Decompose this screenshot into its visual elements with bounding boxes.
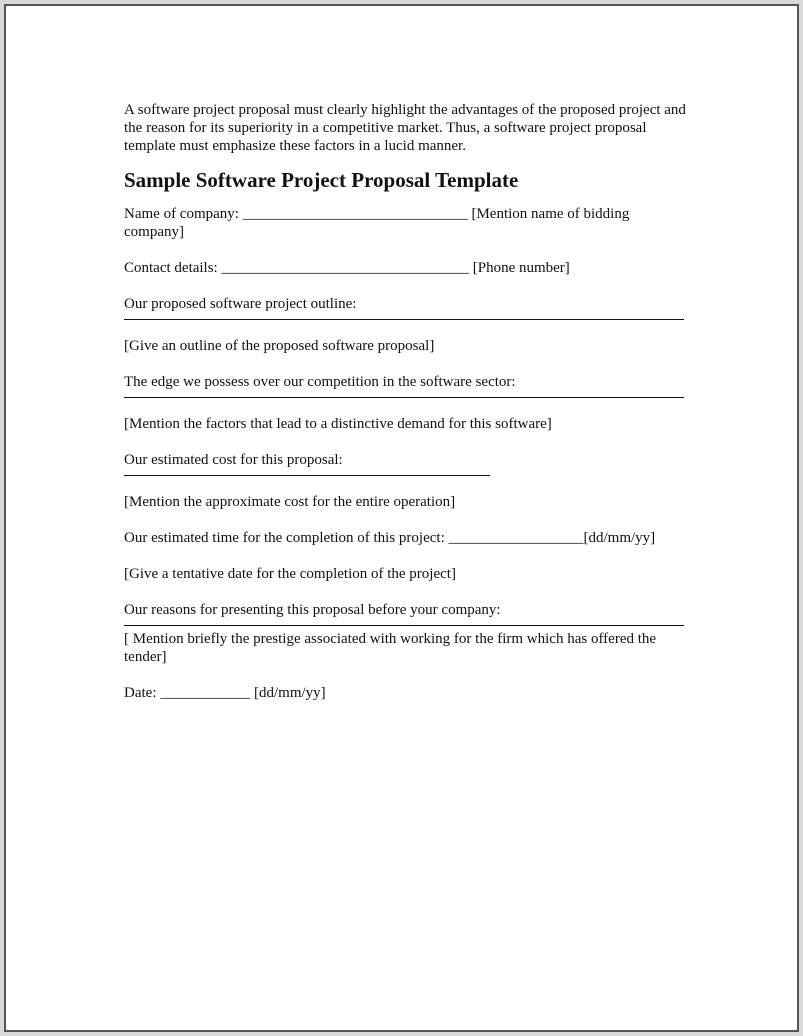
- date-field: Date: ____________ [dd/mm/yy]: [124, 685, 326, 701]
- reasons-label: Our reasons for presenting this proposal before your company:: [124, 602, 501, 618]
- document-page: [4, 4, 799, 1032]
- cost-blank-line: [124, 475, 490, 476]
- edge-hint: [Mention the factors that lead to a distinctive demand for this software]: [124, 416, 552, 432]
- edge-label: The edge we possess over our competition in the software sector:: [124, 374, 516, 390]
- outline-hint: [Give an outline of the proposed software proposal]: [124, 338, 435, 354]
- completion-time-hint: [Give a tentative date for the completion of the project]: [124, 566, 456, 582]
- reasons-hint: [ Mention briefly the prestige associated with working for the firm which has offered the tender]: [124, 631, 660, 665]
- outline-blank-line: [124, 319, 684, 320]
- cost-label: Our estimated cost for this proposal:: [124, 452, 343, 468]
- contact-details-field: Contact details: _________________________________ [Phone number]: [124, 260, 570, 276]
- intro-paragraph: A software project proposal must clearly highlight the advantages of the proposed project and the reason for its superiority in a competitive market. Thus, a software project proposal template must emphasize these factors in a lucid manner.: [124, 102, 686, 154]
- document-body: [124, 101, 689, 720]
- document-title: Sample Software Project Proposal Template: [124, 168, 519, 192]
- outline-label: Our proposed software project outline:: [124, 296, 357, 312]
- company-name-field: Name of company: ______________________________ [Mention name of bidding company]: [124, 206, 634, 240]
- completion-time-field: Our estimated time for the completion of this project: __________________[dd/mm/yy]: [124, 530, 656, 546]
- edge-blank-line: [124, 397, 684, 398]
- cost-hint: [Mention the approximate cost for the entire operation]: [124, 494, 456, 510]
- reasons-blank-line: [124, 625, 684, 626]
